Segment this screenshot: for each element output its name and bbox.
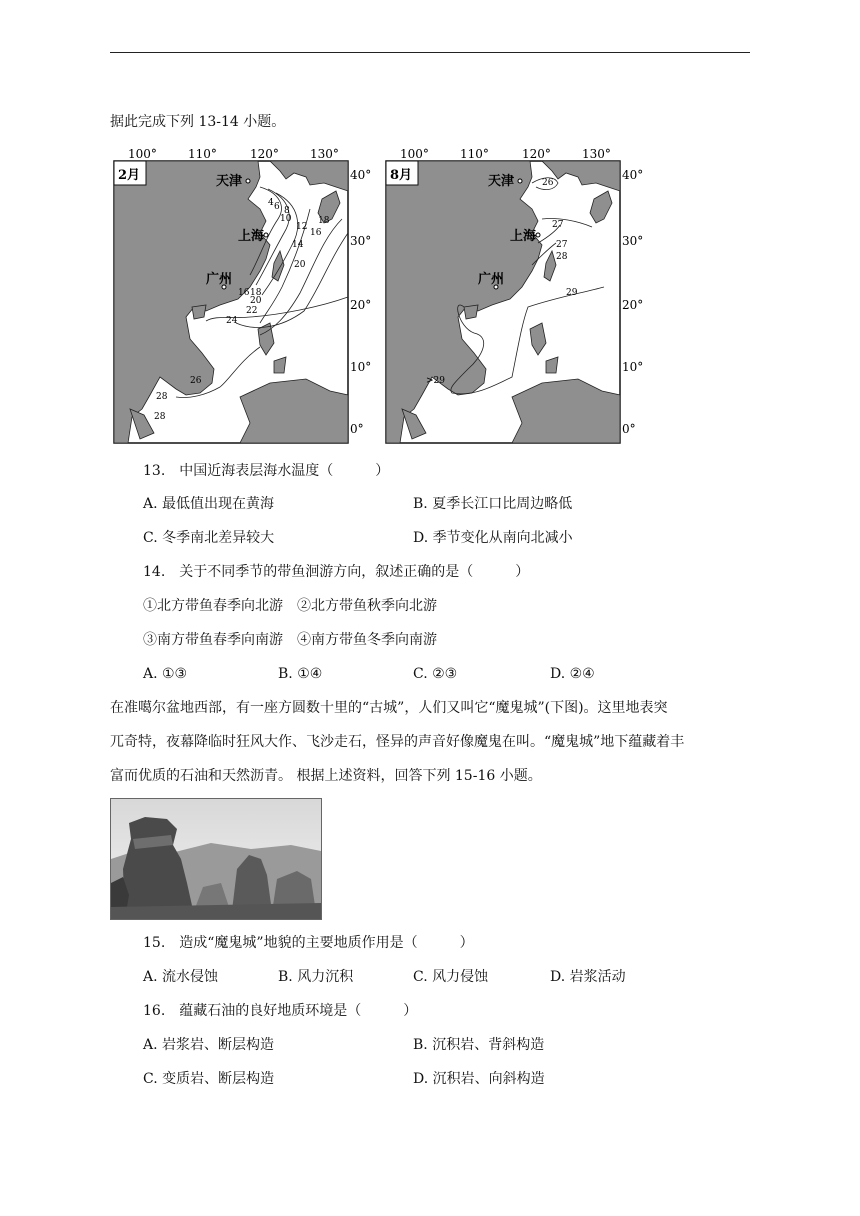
map1-iso: 28 — [154, 412, 166, 422]
map1-lon-100: 100° — [128, 147, 157, 161]
q14-option-c[interactable]: C. ②③ — [413, 666, 458, 682]
map1-iso: 22 — [246, 306, 258, 316]
map1-city-shanghai: 上海 — [238, 229, 265, 244]
map2-city-guangzhou: 广州 — [478, 272, 505, 287]
q14-statement-line2: ③南方带鱼春季向南游 ④南方带鱼冬季向南游 — [143, 632, 437, 648]
map2-lat-30: 30° — [622, 234, 644, 248]
passage-line3: 富而优质的石油和天然沥青。 根据上述资料，回答下列 15-16 小题。 — [110, 768, 542, 784]
q16-option-b[interactable]: B. 沉积岩、背斜构造 — [413, 1037, 545, 1053]
q15-option-d[interactable]: D. 岩浆活动 — [550, 969, 626, 985]
q13-option-c[interactable]: C. 冬季南北差异较大 — [143, 530, 275, 546]
map1-iso: 16 — [238, 288, 250, 298]
map2-city-shanghai: 上海 — [510, 229, 537, 244]
map1-lat-10: 10° — [350, 360, 372, 374]
map1-iso: 20 — [294, 260, 306, 270]
sst-map-february — [110, 147, 372, 451]
q16-option-c[interactable]: C. 变质岩、断层构造 — [143, 1071, 275, 1087]
q13-option-a[interactable]: A. 最低值出现在黄海 — [143, 496, 275, 512]
q14-statement-line1: ①北方带鱼春季向北游 ②北方带鱼秋季向北游 — [143, 598, 437, 614]
map2-lon-120: 120° — [522, 147, 551, 161]
devil-city-photo — [110, 798, 322, 920]
map2-lat-0: 0° — [622, 422, 636, 436]
map1-lat-30: 30° — [350, 234, 372, 248]
map2-lon-130: 130° — [582, 147, 611, 161]
passage-line1: 在准噶尔盆地西部，有一座方圆数十里的“古城”，人们又叫它“魔鬼城”(下图)。这里地表突 — [110, 700, 668, 716]
q14-option-d[interactable]: D. ②④ — [550, 666, 595, 682]
map2-iso: 27 — [556, 240, 568, 250]
passage-line2: 兀奇特，夜幕降临时狂风大作、飞沙走石，怪异的声音好像魔鬼在叫。“魔鬼城”地下蕴藏着丰 — [110, 734, 685, 750]
map1-city-tianjin: 天津 — [216, 174, 243, 189]
map1-iso: 8 — [284, 206, 290, 216]
map2-iso: 27 — [552, 220, 564, 230]
map2-month: 8月 — [390, 168, 413, 183]
map1-lon-110: 110° — [188, 147, 217, 161]
q15-option-a[interactable]: A. 流水侵蚀 — [143, 969, 219, 985]
map1-iso: 28 — [156, 392, 168, 402]
map1-lon-120: 120° — [250, 147, 279, 161]
map1-iso: 16 — [310, 228, 322, 238]
map1-iso: 14 — [292, 240, 304, 250]
map2-lat-20: 20° — [622, 298, 644, 312]
map1-iso: 10 — [280, 214, 292, 224]
q16-option-d[interactable]: D. 沉积岩、向斜构造 — [413, 1071, 545, 1087]
map2-iso: 26 — [542, 178, 554, 188]
map1-iso: 18 — [318, 216, 330, 226]
map2-lon-100: 100° — [400, 147, 429, 161]
map1-lat-20: 20° — [350, 298, 372, 312]
map2-lat-40: 40° — [622, 168, 644, 182]
map1-iso: 12 — [296, 222, 308, 232]
map1-iso: 6 — [274, 202, 280, 212]
header-rule — [110, 52, 750, 53]
map1-lon-130: 130° — [310, 147, 339, 161]
q14-option-a[interactable]: A. ①③ — [143, 666, 188, 682]
map1-iso: 20 — [250, 296, 262, 306]
q16-stem: 16. 蕴藏石油的良好地质环境是（ ） — [143, 1003, 418, 1019]
map1-city-guangzhou: 广州 — [206, 272, 233, 287]
q16-option-a[interactable]: A. 岩浆岩、断层构造 — [143, 1037, 275, 1053]
map2-iso: >29 — [426, 376, 445, 386]
sst-map-august — [382, 147, 644, 451]
q15-option-c[interactable]: C. 风力侵蚀 — [413, 969, 489, 985]
map2-lat-10: 10° — [622, 360, 644, 374]
q13-option-d[interactable]: D. 季节变化从南向北减小 — [413, 530, 573, 546]
q15-option-b[interactable]: B. 风力沉积 — [278, 969, 354, 985]
q13-option-b[interactable]: B. 夏季长江口比周边略低 — [413, 496, 573, 512]
intro-text: 据此完成下列 13-14 小题。 — [110, 114, 286, 130]
map1-month: 2月 — [118, 168, 141, 183]
map1-iso: 26 — [190, 376, 202, 386]
map1-iso: 24 — [226, 316, 238, 326]
q13-stem: 13. 中国近海表层海水温度（ ） — [143, 463, 390, 479]
map1-iso: 18 — [250, 288, 262, 298]
map2-iso: 28 — [556, 252, 568, 262]
map1-lat-40: 40° — [350, 168, 372, 182]
q14-option-b[interactable]: B. ①④ — [278, 666, 323, 682]
q15-stem: 15. 造成“魔鬼城”地貌的主要地质作用是（ ） — [143, 935, 474, 951]
map2-iso: 29 — [566, 288, 578, 298]
map2-city-tianjin: 天津 — [488, 174, 515, 189]
map2-lon-110: 110° — [460, 147, 489, 161]
map1-iso: 4 — [268, 198, 274, 208]
map1-lat-0: 0° — [350, 422, 364, 436]
q14-stem: 14. 关于不同季节的带鱼洄游方向，叙述正确的是（ ） — [143, 564, 530, 580]
